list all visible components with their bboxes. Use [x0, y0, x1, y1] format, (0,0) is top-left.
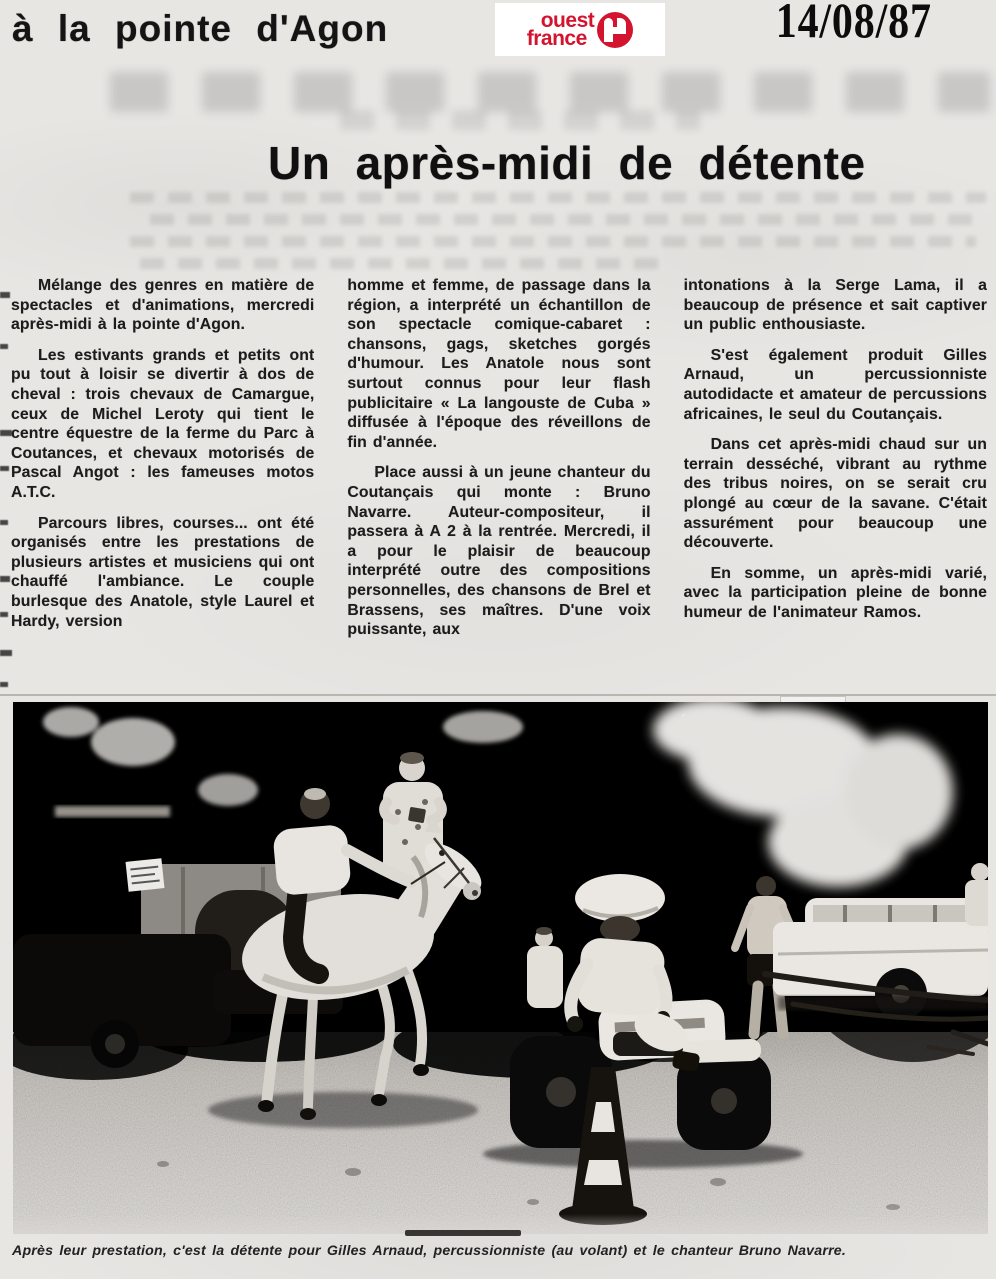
paragraph: Mélange des genres en matière de spectacles et d'animations, mercredi après-midi à la pointe d'Agon. — [11, 277, 315, 334]
paragraph: En somme, un après-midi varié, avec la participation pleine de bonne humeur de l'animateur Ramos. — [683, 564, 987, 621]
ouest-france-wordmark — [526, 9, 595, 50]
paragraph: Dans cet après-midi chaud sur un terrain desséché, vibrant au rythme des tribus noires, on se serait cru plongé au cœur de la savane. C'était assurément pour beaucoup une découverte. — [683, 436, 987, 552]
scan-tick — [0, 466, 9, 471]
white-sign — [126, 858, 165, 892]
scan-tick — [0, 612, 8, 617]
scan-tick — [0, 520, 8, 525]
paragraph: intonations à la Serge Lama, il a beaucoup de présence et sait captiver un public enthousiaste. — [683, 277, 987, 334]
scan-smudge — [140, 258, 660, 269]
wordmark-line2: france — [526, 26, 587, 50]
scan-smudge — [110, 72, 990, 112]
wordmark-line1: ouest — [540, 9, 595, 33]
scan-tick — [0, 344, 8, 349]
article-column-3 — [684, 276, 987, 700]
paragraph: Les estivants grands et petits ont pu tout à loisir se divertir à dos de cheval : trois chevaux de Camargue, ceux de Michel Leroty qui tient le centre équestre de la ferme du Parc à Coutances, et chevaux motorisés de Pascal Angot : les fameuses motos A.T.C. — [11, 346, 315, 501]
scan-artifact — [405, 1230, 521, 1236]
date-stamp: 14/08/87 — [775, 0, 932, 48]
news-photo — [13, 702, 988, 1234]
photo-illustration — [13, 702, 988, 1234]
scan-smudge — [130, 236, 976, 247]
kicker-headline: à la pointe d'Agon — [12, 8, 389, 49]
paragraph: Place aussi à un jeune chanteur du Coutançais qui monte : Bruno Navarre. Auteur-compositeur, il passera à A 2 à la rentrée. Mercredi, il a pour le plaisir de beaucoup interprété outre des compositions personnelles, des chansons de Brel et Brassens, ses maîtres. D'une voix puissante, aux — [347, 464, 651, 639]
ouest-france-circle-icon — [597, 12, 633, 48]
scan-tick — [0, 576, 10, 582]
scan-smudge — [340, 110, 700, 130]
article-body — [11, 276, 987, 700]
station-wagon — [773, 898, 988, 1020]
paragraph: Parcours libres, courses... ont été organisés entre les prestations de plusieurs artistes et musiciens qui ont chauffé l'ambiance. Le couple burlesque des Anatole, style Laurel et Hardy, version — [11, 514, 315, 630]
divider-rule — [0, 694, 996, 696]
scan-smudge — [150, 214, 986, 225]
paragraph: homme et femme, de passage dans la région, a interprété un échantillon de son spectacle comique-cabaret : chansons, gags, sketches gorgés d'humour. Les Anatole nous sont surtout connus pour leur flash publicitaire « La langouste de Cuba » diffusée à l'époque des réveillons de fin d'année. — [347, 277, 651, 451]
ouest-france-logo — [495, 3, 665, 56]
article-column-2 — [347, 276, 650, 700]
paragraph: S'est également produit Gilles Arnaud, un percussionniste autodidacte et amateur de percussions africaines, le seul du Coutançais. — [683, 346, 987, 423]
photo-caption: Après leur prestation, c'est la détente pour Gilles Arnaud, percussionniste (au volant) et le chanteur Bruno Navarre. — [12, 1243, 847, 1259]
scan-tick — [0, 292, 10, 298]
article-column-1 — [11, 276, 314, 700]
main-headline: Un après-midi de détente — [268, 137, 866, 189]
horse-shadow — [208, 1092, 478, 1128]
scan-smudge — [130, 192, 986, 203]
scan-tick — [0, 682, 8, 687]
